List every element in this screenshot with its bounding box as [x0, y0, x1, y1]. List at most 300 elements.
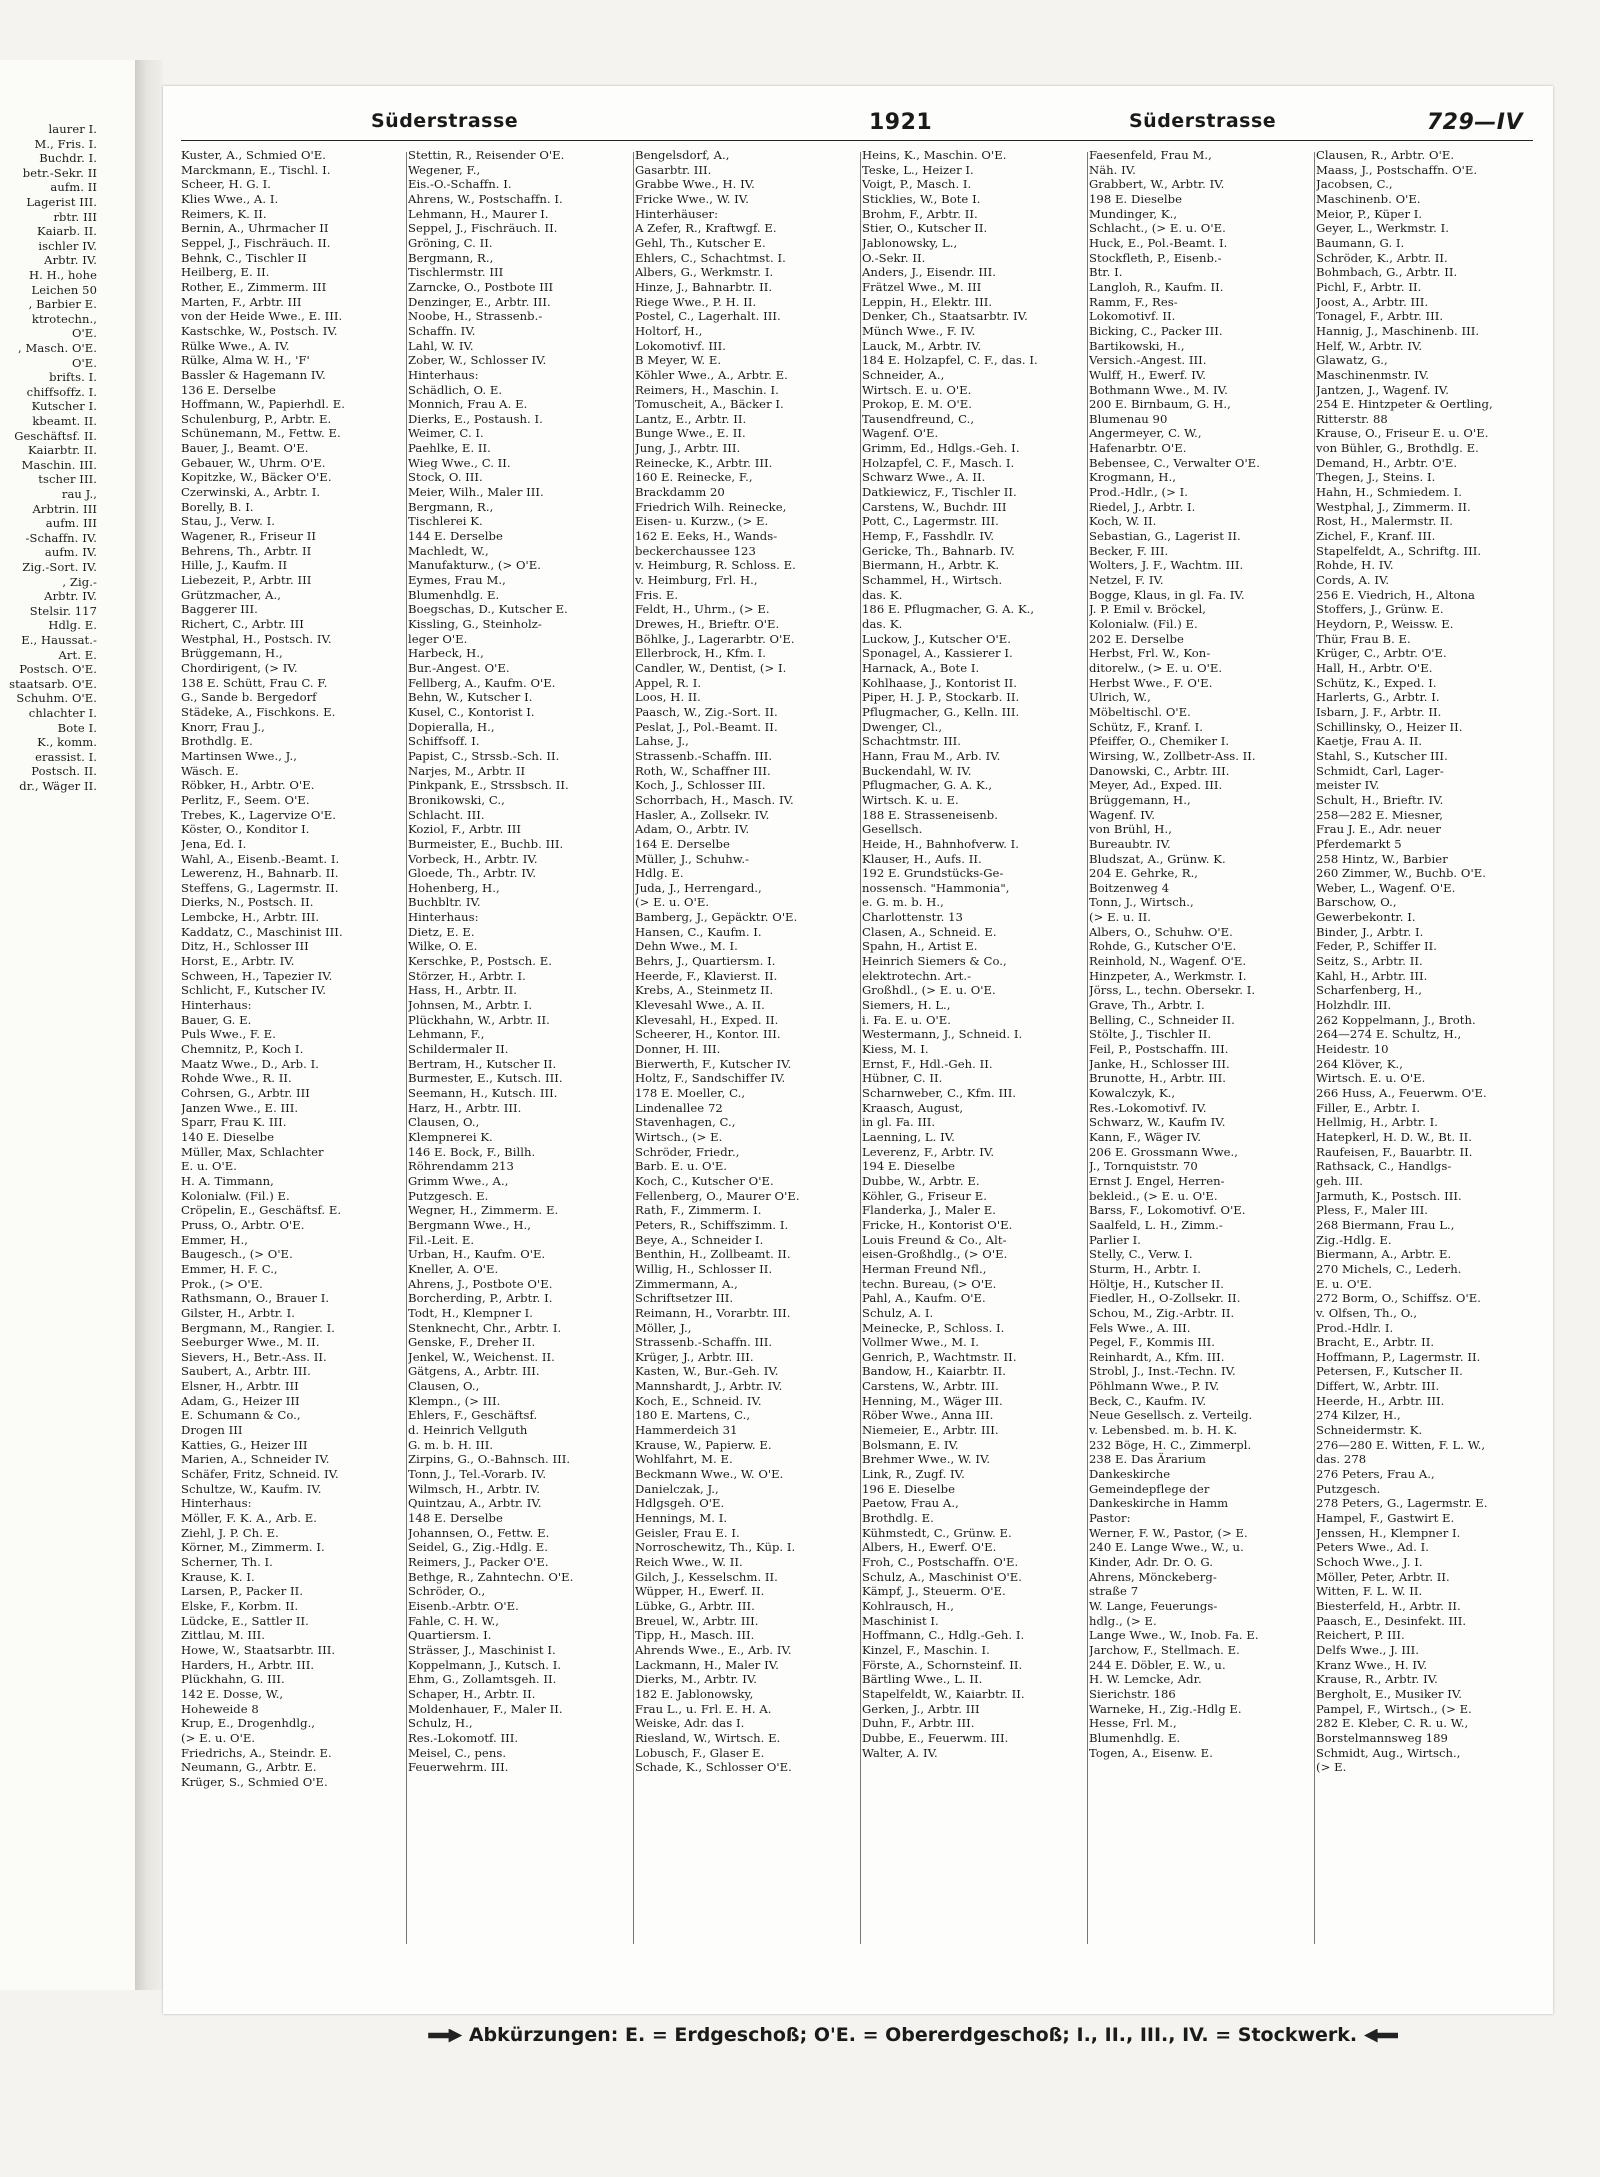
directory-entry: 182 E. Jablonowsky, [635, 1686, 754, 1701]
directory-entry: Krup, E., Drogenhdlg., [181, 1716, 316, 1731]
directory-entry: Vollmer Wwe., M. I. [862, 1335, 979, 1350]
directory-entry: Möller, Peter, Arbtr. II. [1316, 1569, 1450, 1584]
directory-entry: Schoch Wwe., J. I. [1316, 1555, 1423, 1569]
directory-entry: Kowalczyk, K., [1089, 1086, 1176, 1100]
directory-column-3 [635, 148, 860, 1958]
column-divider [633, 152, 634, 1944]
directory-entry: Rother, E., Zimmerm. III [181, 279, 327, 294]
directory-entry: Biermann, H., Arbtr. K. [862, 558, 1000, 573]
directory-entry: Hinterhaus: [408, 910, 479, 925]
directory-entry: 238 E. Das Ärarium [1089, 1452, 1206, 1467]
directory-entry: v. Heimburg, R. Schloss. E. [635, 558, 796, 573]
directory-entry: Grabbert, W., Arbtr. IV. [1089, 177, 1225, 192]
directory-entry: Filler, E., Arbtr. I. [1316, 1100, 1421, 1115]
directory-entry: Schade, K., Schlosser O'E. [635, 1760, 792, 1775]
directory-entry: Quintzau, A., Arbtr. IV. [408, 1496, 542, 1511]
directory-entry: Machledt, W., [408, 543, 489, 558]
directory-entry: Tonagel, F., Arbtr. III. [1316, 309, 1444, 324]
left-page-entry: Arbtr. IV. [44, 589, 97, 604]
directory-entry: Harz, H., Arbtr. III. [408, 1100, 522, 1115]
directory-entry: Leverenz, F., Arbtr. IV. [862, 1144, 995, 1159]
directory-entry: Fellberg, A., Kaufm. O'E. [408, 675, 556, 690]
directory-entry: techn. Bureau, (> O'E. [862, 1276, 997, 1291]
directory-entry: Heerde, F., Klavierst. II. [635, 968, 778, 983]
directory-entry: Barss, F., Lokomotivf. O'E. [1089, 1203, 1246, 1218]
directory-entry: Ulrich, W., [1089, 690, 1151, 705]
directory-entry: Kastschke, W., Postsch. IV. [181, 323, 338, 338]
directory-entry: v. Lebensbed. m. b. H. K. [1089, 1423, 1238, 1438]
directory-entry: (> E. u. II. [1089, 910, 1152, 925]
directory-entry: 144 E. Derselbe [408, 529, 503, 544]
directory-entry: Fricke Wwe., W. IV. [635, 191, 749, 206]
directory-entry: Gesellsch. [862, 822, 923, 837]
directory-entry: Albers, O., Schuhw. O'E. [1089, 924, 1233, 939]
directory-entry: Klauser, H., Aufs. II. [862, 851, 982, 866]
directory-entry: geh. III. [1316, 1173, 1363, 1188]
column-divider [860, 152, 861, 1944]
directory-entry: Walter, A. IV. [862, 1745, 938, 1760]
directory-entry: 268 Biermann, Frau L., [1316, 1217, 1455, 1232]
directory-entry: Pampel, F., Wirtsch., (> E. [1316, 1701, 1472, 1716]
directory-entry: eisen-Großhdlg., (> O'E. [862, 1247, 1008, 1262]
directory-entry: Peslat, J., Pol.-Beamt. II. [635, 719, 778, 734]
directory-entry: 262 Koppelmann, J., Broth. [1316, 1012, 1476, 1027]
directory-entry: Holzhdlr. III. [1316, 998, 1392, 1013]
directory-entry: Klies Wwe., A. I. [181, 191, 279, 206]
directory-entry: Peters Wwe., Ad. I. [1316, 1540, 1429, 1555]
directory-entry: Strassenb.-Schaffn. III. [635, 748, 773, 763]
directory-entry: Köhler Wwe., A., Arbtr. E. [635, 367, 788, 382]
directory-entry: Bauer, J., Beamt. O'E. [181, 441, 309, 456]
directory-entry: Marckmann, E., Tischl. I. [181, 162, 331, 177]
left-page-entry: rbtr. III [53, 209, 97, 224]
directory-entry: das. K. [862, 587, 903, 602]
directory-entry: Schütz, F., Kranf. I. [1089, 719, 1203, 734]
directory-entry: Wahl, A., Eisenb.-Beamt. I. [181, 851, 340, 866]
left-page-entry: -Schaffn. IV. [25, 530, 97, 545]
directory-entry: Urban, H., Kaufm. O'E. [408, 1247, 546, 1262]
directory-entry: Elsner, H., Arbtr. III [181, 1379, 299, 1394]
directory-entry: H. A. Timmann, [181, 1173, 274, 1188]
directory-entry: Behrens, Th., Arbtr. II [181, 543, 312, 558]
left-page-entry: chiffsoffz. I. [26, 384, 97, 399]
directory-entry: Harders, H., Arbtr. III. [181, 1657, 315, 1672]
directory-entry: Strassenb.-Schaffn. III. [635, 1335, 773, 1350]
directory-entry: Schäfer, Fritz, Schneid. IV. [181, 1467, 339, 1482]
directory-entry: Ahrens, Mönckeberg- [1089, 1569, 1217, 1584]
directory-entry: Strobl, J., Inst.-Techn. IV. [1089, 1364, 1236, 1379]
directory-entry: Schammel, H., Wirtsch. [862, 573, 1003, 588]
directory-entry: Carstens, W., Arbtr. III. [862, 1379, 999, 1394]
directory-entry: Blumenau 90 [1089, 411, 1168, 426]
directory-entry: 272 Borm, O., Schiffsz. O'E. [1316, 1291, 1481, 1306]
directory-entry: Czerwinski, A., Arbtr. I. [181, 485, 321, 500]
directory-entry: Ehm, G., Zollamtsgeh. II. [408, 1672, 557, 1687]
directory-entry: Norroschewitz, Th., Küp. I. [635, 1540, 796, 1555]
directory-entry: Kaetje, Frau A. II. [1316, 734, 1423, 749]
directory-entry: Binder, J., Arbtr. I. [1316, 924, 1424, 939]
directory-entry: Emmer, H., [181, 1232, 248, 1247]
directory-entry: Pichl, F., Arbtr. II. [1316, 279, 1422, 294]
directory-entry: Meyer, Ad., Exped. III. [1089, 778, 1223, 793]
directory-entry: Dierks, E., Postaush. I. [408, 411, 543, 426]
directory-entry: Gebauer, W., Uhrm. O'E. [181, 455, 326, 470]
directory-entry: 270 Michels, C., Lederh. [1316, 1261, 1462, 1276]
directory-entry: Köhler, G., Friseur E. [862, 1188, 987, 1203]
directory-entry: Möller, J., [635, 1320, 692, 1335]
directory-entry: Ernst, F., Hdl.-Geh. II. [862, 1056, 993, 1071]
directory-entry: Seppel, J., Fischräuch. II. [408, 221, 558, 236]
directory-entry: Brunotte, H., Arbtr. III. [1089, 1071, 1227, 1086]
directory-entry: Lahse, J., [635, 734, 689, 749]
directory-entry: Stelly, C., Verw. I. [1089, 1247, 1193, 1262]
directory-entry: Donner, H. III. [635, 1042, 721, 1057]
directory-entry: leger O'E. [408, 631, 468, 646]
directory-entry: Denzinger, E., Arbtr. III. [408, 294, 551, 309]
directory-entry: Horst, E., Arbtr. IV. [181, 954, 295, 969]
directory-entry: Hennings, M. I. [635, 1511, 728, 1526]
directory-entry: Hinterhaus: [181, 998, 252, 1013]
directory-entry: Johnsen, M., Arbtr. I. [408, 998, 533, 1013]
directory-columns [181, 148, 1533, 1958]
directory-entry: Schiffsoff. I. [408, 734, 480, 749]
directory-entry: 202 E. Derselbe [1089, 631, 1184, 646]
directory-entry: Clasen, A., Schneid. E. [862, 924, 997, 939]
directory-entry: Lembcke, H., Arbtr. III. [181, 910, 320, 925]
directory-entry: 278 Peters, G., Lagermstr. E. [1316, 1496, 1488, 1511]
directory-entry: Wirtsch. K. u. E. [862, 792, 959, 807]
directory-entry: Krause, W., Papierw. E. [635, 1437, 772, 1452]
directory-entry: Sebastian, G., Lagerist II. [1089, 529, 1241, 544]
directory-entry: Pahl, A., Kaufm. O'E. [862, 1291, 986, 1306]
directory-entry: O.-Sekr. II. [862, 250, 926, 265]
directory-entry: Dankeskirche in Hamm [1089, 1496, 1229, 1511]
directory-entry: 254 E. Hintzpeter & Oertling, [1316, 397, 1493, 412]
directory-entry: Münch Wwe., F. IV. [862, 323, 976, 338]
directory-entry: Puls Wwe., F. E. [181, 1027, 276, 1042]
directory-entry: Fil.-Leit. E. [408, 1232, 475, 1247]
directory-entry: Schultze, W., Kaufm. IV. [181, 1481, 322, 1496]
directory-entry: Hemp, F., Fasshdlr. IV. [862, 529, 995, 544]
directory-entry: Reinhardt, A., Kfm. III. [1089, 1349, 1225, 1364]
directory-entry: Reinhold, N., Wagenf. O'E. [1089, 954, 1247, 969]
directory-entry: Krüger, C., Arbtr. O'E. [1316, 646, 1447, 661]
directory-entry: Differt, W., Arbtr. III. [1316, 1379, 1440, 1394]
directory-entry: Schlicht, F., Kutscher IV. [181, 983, 327, 998]
directory-entry: Tausendfreund, C., [862, 411, 975, 426]
directory-entry: Maass, J., Postschaffn. O'E. [1316, 162, 1478, 177]
directory-entry: Marien, A., Schneider IV. [181, 1452, 330, 1467]
directory-entry: Hoheweide 8 [181, 1701, 259, 1716]
directory-entry: Meior, P., Küper I. [1316, 206, 1423, 221]
directory-entry: 184 E. Holzapfel, C. F., das. I. [862, 353, 1038, 368]
directory-entry: Richert, C., Arbtr. III [181, 617, 304, 631]
left-page-entry: Buchdr. I. [39, 151, 97, 166]
directory-entry: Koch, C., Kutscher O'E. [635, 1173, 774, 1188]
directory-entry: Prok., (> O'E. [181, 1276, 263, 1291]
directory-entry: Behnk, C., Tischler II [181, 250, 307, 265]
left-page-entry: dr., Wäger II. [19, 779, 97, 793]
directory-entry: Ellerbrock, H., Kfm. I. [635, 646, 767, 661]
directory-entry: Weber, L., Wagenf. O'E. [1316, 880, 1456, 895]
directory-entry: Chordirigent, (> IV. [181, 660, 298, 675]
directory-entry: Todt, H., Klempner I. [408, 1305, 533, 1320]
directory-entry: Barb. E. u. O'E. [635, 1159, 728, 1174]
directory-entry: Janke, H., Schlosser III. [1089, 1056, 1230, 1071]
directory-entry: 232 Böge, H. C., Zimmerpl. [1089, 1437, 1252, 1452]
directory-entry: Bierwerth, F., Kutscher IV. [635, 1056, 792, 1071]
directory-entry: Pflugmacher, G. A. K., [862, 778, 993, 793]
directory-entry: Leppin, H., Elektr. III. [862, 294, 993, 309]
directory-entry: Harbeck, H., [408, 646, 484, 661]
directory-entry: Stölte, J., Tischler II. [1089, 1027, 1212, 1042]
directory-entry: Mannshardt, J., Arbtr. IV. [635, 1379, 783, 1394]
directory-entry: Westphal, J., Zimmerm. II. [1316, 499, 1471, 514]
directory-entry: Grimm Wwe., A., [408, 1173, 509, 1188]
directory-entry: Sparr, Frau K. III. [181, 1115, 287, 1130]
directory-entry: Wirsing, W., Zollbetr-Ass. II. [1089, 748, 1256, 763]
directory-entry: Jena, Ed. I. [181, 836, 247, 851]
directory-entry: Bogge, Klaus, in gl. Fa. IV. [1089, 587, 1245, 602]
directory-entry: Wegner, H., Zimmerm. E. [408, 1203, 559, 1218]
directory-entry: Danowski, C., Arbtr. III. [1089, 763, 1230, 778]
directory-entry: Koppelmann, J., Kutsch. I. [408, 1657, 562, 1672]
directory-entry: Frau J. E., Adr. neuer [1316, 822, 1442, 837]
directory-entry: Meisel, C., pens. [408, 1745, 507, 1760]
directory-entry: Feldt, H., Uhrm., (> E. [635, 602, 770, 617]
directory-entry: Lackmann, H., Maler IV. [635, 1657, 779, 1672]
directory-entry: Stier, O., Kutscher II. [862, 221, 988, 236]
abbreviations-text: Abkürzungen: E. = Erdgeschoß; O'E. = Obererdgeschoß; I., II., III., IV. = Stockwerk. [468, 2024, 1358, 2046]
directory-entry: Bicking, C., Packer III. [1089, 323, 1223, 338]
header-year: 1921 [869, 110, 933, 135]
directory-entry: Teske, L., Heizer I. [862, 162, 974, 177]
directory-entry: Heilberg, E. II. [181, 265, 270, 280]
directory-entry: Prod.-Hdlr. I. [1316, 1320, 1394, 1335]
directory-entry: Reich Wwe., W. II. [635, 1555, 743, 1569]
directory-entry: Raufeisen, F., Bauarbtr. II. [1316, 1144, 1473, 1159]
directory-entry: Ziehl, J. P. Ch. E. [181, 1525, 279, 1540]
left-page-entry: erassist. I. [35, 749, 97, 764]
directory-entry: Rost, H., Malermstr. II. [1316, 514, 1454, 529]
directory-entry: Dopieralla, H., [408, 719, 495, 734]
directory-entry: Appel, R. I. [635, 675, 702, 690]
directory-entry: Weimer, C. I. [408, 426, 484, 441]
directory-entry: Demand, H., Arbtr. O'E. [1316, 455, 1458, 470]
directory-entry: Delfs Wwe., J. III. [1316, 1642, 1420, 1657]
directory-entry: Maatz Wwe., D., Arb. I. [181, 1056, 319, 1071]
directory-entry: i. Fa. E. u. O'E. [862, 1012, 951, 1027]
directory-entry: Tipp, H., Masch. III. [635, 1628, 755, 1643]
directory-entry: Herman Freund Nfl., [862, 1261, 987, 1276]
directory-entry: Burmeister, E., Buchb. III. [408, 836, 564, 851]
directory-entry: Scheerer, H., Kontor. III. [635, 1027, 781, 1042]
directory-entry: Beye, A., Schneider I. [635, 1232, 764, 1247]
directory-entry: Piper, H. J. P., Stockarb. II. [862, 690, 1020, 705]
directory-entry: Flanderka, J., Maler E. [862, 1203, 996, 1218]
directory-entry: Bolsmann, E. IV. [862, 1437, 959, 1452]
directory-entry: Vorbeck, H., Arbtr. IV. [408, 851, 538, 866]
directory-entry: Kohlrausch, H., [862, 1598, 954, 1613]
directory-entry: Ritterstr. 88 [1316, 411, 1388, 426]
directory-entry: Witten, F. L. W. II. [1316, 1584, 1423, 1599]
directory-entry: Schorrbach, H., Masch. IV. [635, 792, 794, 807]
directory-entry: Pferdemarkt 5 [1316, 836, 1402, 851]
directory-entry: Carstens, W., Buchdr. III [862, 499, 1007, 514]
directory-entry: Hafenarbtr. O'E. [1089, 441, 1187, 456]
directory-entry: Schriftsetzer III. [635, 1291, 734, 1306]
directory-entry: Gasarbtr. III. [635, 162, 712, 177]
pointing-hand-icon [1364, 2029, 1398, 2043]
directory-entry: Lahl, W. IV. [408, 338, 474, 353]
directory-entry: Buckendahl, W. IV. [862, 763, 972, 778]
directory-entry: Bebensee, C., Verwalter O'E. [1089, 455, 1260, 470]
directory-entry: Rohde, G., Kutscher O'E. [1089, 939, 1237, 954]
directory-entry: Fiedler, H., O-Zollsekr. II. [1089, 1291, 1241, 1306]
directory-entry: Faesenfeld, Frau M., [1089, 148, 1212, 162]
directory-entry: Hesse, Frl. M., [1089, 1716, 1177, 1731]
directory-entry: Klempnerei K. [408, 1129, 493, 1144]
directory-entry: Lantz, E., Arbtr. II. [635, 411, 747, 426]
directory-entry: Heydorn, P., Weissw. E. [1316, 617, 1454, 631]
directory-entry: Geyer, L., Werkmstr. I. [1316, 221, 1449, 236]
directory-column-6 [1316, 148, 1541, 1958]
directory-page [163, 86, 1553, 2046]
directory-entry: Duhn, F., Arbtr. III. [862, 1716, 975, 1731]
left-page-entry: Geschäftsf. II. [14, 428, 97, 443]
directory-entry: Plückhahn, G. III. [181, 1672, 285, 1687]
directory-entry: Rohde, H. IV. [1316, 558, 1394, 573]
directory-entry: in gl. Fa. III. [862, 1115, 936, 1130]
abbreviations-footer [313, 2024, 1513, 2046]
directory-entry: Hübner, C. II. [862, 1071, 943, 1086]
directory-entry: Emmer, H. F. C., [181, 1261, 278, 1276]
left-page-entry: ktrotechn., [31, 311, 97, 326]
directory-entry: Schillinsky, O., Heizer II. [1316, 719, 1463, 734]
directory-entry: Körner, M., Zimmerm. I. [181, 1540, 325, 1555]
directory-entry: Grave, Th., Arbtr. I. [1089, 998, 1205, 1013]
directory-entry: 276—280 E. Witten, F. L. W., [1316, 1437, 1486, 1452]
directory-entry: Gehl, Th., Kutscher E. [635, 235, 766, 250]
directory-entry: Feder, P., Schiffer II. [1316, 939, 1437, 954]
directory-entry: Lehmann, F., [408, 1027, 485, 1042]
directory-entry: Kerschke, P., Postsch. E. [408, 954, 553, 969]
directory-entry: d. Heinrich Vellguth [408, 1423, 528, 1438]
directory-entry: Pflugmacher, G., Kelln. III. [862, 704, 1020, 719]
directory-entry: Ahrens, W., Postschaffn. I. [408, 191, 563, 206]
directory-entry: Neue Gesellsch. z. Verteilg. [1089, 1408, 1253, 1423]
directory-entry: Meinecke, P., Schloss. I. [862, 1320, 1005, 1335]
directory-entry: Burmester, E., Kutsch. III. [408, 1071, 563, 1086]
directory-entry: Bauer, G. E. [181, 1012, 252, 1027]
directory-entry: Dietz, E. E. [408, 924, 475, 939]
directory-entry: A Zefer, R., Kraftwgf. E. [635, 221, 777, 236]
directory-entry: Brüggemann, H., [181, 646, 283, 661]
directory-entry: Stock, O. III. [408, 470, 483, 485]
directory-entry: Schlacht., (> E. u. O'E. [1089, 221, 1226, 236]
left-page-entry: Leichen 50 [31, 282, 97, 297]
directory-entry: Genrich, P., Wachtmstr. II. [862, 1349, 1017, 1364]
left-page-fragment [0, 60, 136, 1990]
directory-entry: Möbeltischl. O'E. [1089, 704, 1191, 719]
directory-entry: Schwarz Wwe., A. II. [862, 470, 986, 485]
directory-entry: Reimers, K. II. [181, 206, 267, 221]
directory-entry: Perlitz, F., Seem. O'E. [181, 792, 310, 807]
directory-entry: Dubbe, W., Arbtr. E. [862, 1173, 980, 1188]
directory-entry: Biesterfeld, H., Arbtr. II. [1316, 1598, 1461, 1613]
directory-entry: Wieg Wwe., C. II. [408, 455, 511, 470]
directory-entry: Hille, J., Kaufm. II [181, 558, 288, 573]
directory-entry: Frätzel Wwe., M. III [862, 279, 982, 294]
directory-entry: von Bühler, G., Brothdlg. E. [1316, 441, 1479, 456]
directory-entry: Wagener, R., Friseur II [181, 529, 316, 544]
directory-entry: Kiess, M. I. [862, 1042, 929, 1057]
directory-entry: Tischlerei K. [408, 514, 483, 529]
directory-entry: Quartiersm. I. [408, 1628, 492, 1643]
directory-entry: Ahrends Wwe., E., Arb. IV. [635, 1642, 792, 1657]
directory-entry: 196 E. Dieselbe [862, 1481, 956, 1496]
directory-entry: Monnich, Frau A. E. [408, 397, 528, 412]
directory-entry: das. 278 [1316, 1452, 1367, 1467]
directory-entry: Hannig, J., Maschinenb. III. [1316, 323, 1480, 338]
left-page-entry: rau J., [61, 487, 97, 501]
page-header [181, 104, 1533, 141]
directory-entry: Pegel, F., Kommis III. [1089, 1335, 1215, 1350]
directory-entry: Röber Wwe., Anna III. [862, 1408, 994, 1423]
directory-entry: Werner, F. W., Pastor, (> E. [1089, 1525, 1248, 1540]
book-binding [135, 60, 163, 1990]
left-page-entry: Hdlg. E. [48, 618, 97, 633]
directory-entry: Störzer, H., Arbtr. I. [408, 968, 526, 983]
directory-entry: Datkiewicz, F., Tischler II. [862, 485, 1017, 500]
directory-entry: Lange Wwe., W., Inob. Fa. E. [1089, 1628, 1259, 1643]
left-page-entry: kbeamt. II. [32, 414, 97, 428]
directory-entry: Herbst Wwe., F. O'E. [1089, 675, 1213, 690]
directory-entry: Schachtmstr. III. [862, 734, 961, 749]
directory-entry: Ehlers, C., Schachtmst. I. [635, 250, 786, 265]
directory-entry: Kolonialw. (Fil.) E. [181, 1188, 290, 1203]
directory-entry: meister IV. [1316, 778, 1380, 793]
directory-entry: Mundinger, K., [1089, 206, 1178, 221]
directory-entry: Jantzen, J., Wagenf. IV. [1316, 382, 1449, 397]
directory-entry: Baumann, G. I. [1316, 235, 1405, 250]
directory-entry: Benthin, H., Zollbeamt. II. [635, 1247, 791, 1262]
directory-entry: Strässer, J., Maschinist I. [408, 1642, 556, 1657]
directory-entry: Lewerenz, H., Bahnarb. II. [181, 866, 339, 881]
directory-entry: Hass, H., Arbtr. II. [408, 983, 517, 998]
directory-entry: Paehlke, E. II. [408, 441, 491, 456]
left-page-entry: Lagerist III. [26, 195, 97, 209]
directory-entry: Henning, M., Wäger III. [862, 1393, 1003, 1408]
directory-entry: Riedel, J., Arbtr. I. [1089, 499, 1196, 514]
directory-entry: Stapelfeldt, W., Kaiarbtr. II. [862, 1686, 1025, 1701]
directory-entry: Res.-Lokomotivf. IV. [1089, 1100, 1207, 1115]
directory-entry: E. Schumann & Co., [181, 1408, 301, 1423]
directory-entry: Wegener, F., [408, 162, 481, 177]
left-page-entry: Kaiarb. II. [37, 224, 97, 239]
directory-entry: 264—274 E. Schultz, H., [1316, 1027, 1462, 1042]
directory-entry: Jarchow, F., Stellmach. E. [1089, 1642, 1240, 1657]
pointing-hand-icon [428, 2029, 462, 2043]
directory-entry: Eisenb.-Arbtr. O'E. [408, 1598, 519, 1613]
directory-entry: Clausen, O., [408, 1115, 480, 1130]
directory-entry: Gätgens, A., Arbtr. III. [408, 1364, 540, 1379]
directory-entry: Kusel, C., Kontorist I. [408, 704, 535, 719]
directory-entry: Thegen, J., Steins. I. [1316, 470, 1436, 485]
directory-entry: von der Heide Wwe., E. III. [181, 309, 343, 324]
directory-entry: Rath, F., Zimmerm. I. [635, 1203, 762, 1218]
left-page-entry: Arbtr. IV. [44, 253, 97, 268]
